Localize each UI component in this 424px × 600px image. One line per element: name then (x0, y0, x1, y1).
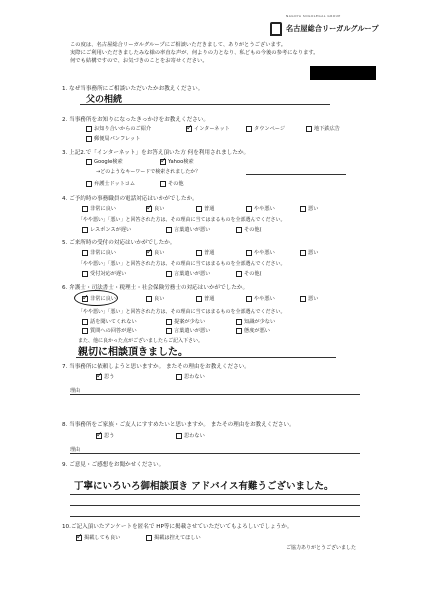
q6-reason-prompt: 「やや悪い」「悪い」と回答された方は、その理由に当てはまるものを全部選んでください。 (78, 309, 286, 315)
checkbox[interactable] (196, 250, 202, 256)
q6-reason-4[interactable]: 質問への回答が遅い (82, 327, 137, 334)
q6-option-2[interactable]: 良い (146, 295, 164, 302)
checkbox[interactable] (300, 250, 306, 256)
checkbox[interactable] (86, 181, 92, 187)
q5-option-4[interactable]: やや悪い (246, 249, 275, 256)
q6-reason-3[interactable]: 知識が少ない (236, 318, 275, 325)
q5-reason-1[interactable]: 受付対応が遅い (82, 270, 126, 277)
q5-label: 5. ご来所時の受付の対応はいかがでしたか。 (62, 240, 176, 246)
q4-reason-3[interactable]: その他( (236, 226, 262, 233)
q6-reason-5[interactable]: 言葉遣いが悪い (166, 327, 210, 334)
logo-small-text: NAGOYA SOGOLEGAL GROUP (286, 14, 341, 18)
checkbox[interactable] (82, 271, 88, 277)
checkbox[interactable] (246, 296, 252, 302)
q2-option-3[interactable]: タウンページ (246, 125, 285, 132)
q5-reason-prompt: 「やや悪い」「悪い」と回答された方は、その理由に当てはまるものを全部選んでください。 (78, 261, 286, 267)
checkbox[interactable] (300, 296, 306, 302)
q3-option-1[interactable]: Google検索 (86, 158, 123, 165)
q2-option-4[interactable]: 地下鉄広告 (306, 125, 340, 132)
thanks-text: ご協力ありがとうございました (286, 545, 357, 551)
checkbox[interactable] (246, 206, 252, 212)
checkbox[interactable] (196, 206, 202, 212)
checkbox[interactable] (246, 126, 252, 132)
q6-answer-line (76, 357, 336, 358)
redaction-block (310, 66, 376, 80)
checkbox[interactable] (176, 433, 182, 439)
q4-option-2[interactable]: ✓ 良い (146, 205, 164, 212)
q6-hand-circle (74, 290, 118, 306)
q8-reason-line (70, 453, 360, 454)
q6-other-prompt: また、他に良かった点がございましたらご記入下さい。 (78, 338, 204, 344)
q3-label: 3. 上記2.で「インターネット」をお答え頂いた方 何を利用されましたか。 (62, 150, 250, 156)
q4-reason-prompt: 「やや悪い」「悪い」と回答された方は、その理由に当てはまるものを全部選んでください。 (78, 217, 286, 223)
checkbox[interactable] (76, 535, 82, 541)
checkbox[interactable] (86, 136, 92, 142)
q2-label: 2. 当事務所をお知りになったきっかけをお教えください。 (62, 117, 209, 123)
q9-line-1 (70, 494, 360, 495)
q2-option-5[interactable]: 郵便局パンフレット (86, 135, 140, 142)
checkbox[interactable] (246, 250, 252, 256)
q5-reason-3[interactable]: その他( (236, 270, 262, 277)
checkbox[interactable] (236, 227, 242, 233)
q1-answer: 父の相続 (86, 95, 123, 105)
checkbox[interactable] (146, 250, 152, 256)
q4-option-4[interactable]: やや悪い (246, 205, 275, 212)
checkbox[interactable] (300, 206, 306, 212)
checkbox[interactable] (196, 296, 202, 302)
logo-text: 名古屋総合リーガルグループ (286, 24, 379, 33)
checkbox[interactable] (166, 328, 172, 334)
checkbox[interactable] (166, 319, 172, 325)
checkbox[interactable] (96, 433, 102, 439)
q5-option-1[interactable]: 非常に良い (82, 249, 116, 256)
q3-option-3[interactable]: 弁護士ドットコム (86, 180, 135, 187)
q2-option-2[interactable]: ✓ インターネット (186, 125, 230, 132)
checkbox[interactable] (160, 181, 166, 187)
q7-option-1[interactable]: ✓ 思う (96, 373, 114, 380)
q4-option-3[interactable]: 普通 (196, 205, 214, 212)
checkbox[interactable] (82, 328, 88, 334)
checkbox[interactable] (146, 296, 152, 302)
intro-line-1: この度は、名古屋総合リーガルグループにご相談いただきまして、ありがとうございます。 (70, 42, 287, 48)
checkbox[interactable] (236, 328, 242, 334)
q3-option-4[interactable]: その他 (160, 180, 184, 187)
checkbox[interactable] (166, 271, 172, 277)
checkbox[interactable] (82, 206, 88, 212)
checkbox[interactable] (82, 250, 88, 256)
q6-option-4[interactable]: やや悪い (246, 295, 275, 302)
q5-option-3[interactable]: 普通 (196, 249, 214, 256)
q3-keyword-prompt: →どのようなキーワードで検索されましたか？ (96, 169, 201, 175)
checkbox[interactable] (96, 374, 102, 380)
checkbox[interactable] (306, 126, 312, 132)
q6-reason-6[interactable]: 態度が悪い (236, 327, 270, 334)
q7-reason-line (70, 394, 360, 395)
q8-reason-label: 理由 (70, 447, 81, 453)
company-logo (270, 14, 379, 36)
checkbox[interactable] (146, 206, 152, 212)
q6-option-1[interactable]: ✓ 非常に良い (82, 295, 116, 302)
checkbox[interactable] (236, 319, 242, 325)
q3-option-2[interactable]: ✓ Yahoo検索 (160, 158, 194, 165)
q8-option-1[interactable]: ✓ 思う (96, 432, 114, 439)
checkbox[interactable] (186, 126, 192, 132)
q1-label: 1. なぜ当事務所にご相談いただいたかお教えください。 (62, 86, 204, 92)
q6-option-5[interactable]: 悪い (300, 295, 318, 302)
q6-option-3[interactable]: 普通 (196, 295, 214, 302)
checkbox[interactable] (86, 159, 92, 165)
q8-label: 8. 当事務所をご家族・ご友人にすすめたいと思いますか。 またその理由をお教えください。 (62, 422, 295, 428)
q10-option-2[interactable]: 掲載は控えてほしい (146, 534, 201, 541)
q4-reason-1[interactable]: レスポンスが遅い (82, 226, 131, 233)
intro-line-3: 何でも結構ですので、お気づきのことをお寄せください。 (70, 58, 208, 64)
q6-answer: 親切に相談頂きました。 (78, 347, 188, 358)
q9-line-3 (70, 516, 360, 517)
checkbox[interactable] (82, 319, 88, 325)
q4-label: 4. ご予約時の事務職員の電話対応はいかがでしたか。 (62, 196, 198, 202)
q6-label: 6. 弁護士・司法書士・税理士・社会保険労務士の対応はいかがでしたか。 (62, 285, 249, 291)
q9-answer: 丁寧にいろいろ御相談頂き アドバイス有難うございました。 (74, 481, 334, 492)
q9-line-2 (70, 505, 360, 506)
intro-line-2: 実際にご利用いただきましたみな様の率直な声が、何よりの力となり、私どもの今後の参考になります。 (70, 50, 319, 56)
checkbox[interactable] (86, 126, 92, 132)
checkbox[interactable] (160, 159, 166, 165)
q3-keyword-line (246, 174, 346, 175)
q7-label: 7. 当事務所に依頼しようと思いますか。 またその理由をお教えください。 (62, 364, 250, 370)
q8-option-2[interactable]: 思わない (176, 432, 205, 439)
checkbox[interactable] (236, 271, 242, 277)
q7-reason-label: 理由 (70, 388, 81, 394)
q10-label: 10.ご記入頂いたアンケートを匿名で HP等に掲載させていただいてもよろしいでしょうか。 (62, 524, 293, 530)
q4-option-5[interactable]: 悪い (300, 205, 318, 212)
checkbox[interactable] (176, 374, 182, 380)
q5-option-2[interactable]: ✓ 良い (146, 249, 164, 256)
q9-label: 9. ご意見・ご感想をお聞かせください。 (62, 462, 165, 468)
q2-option-1[interactable]: お知り合いからのご紹介 (86, 125, 151, 132)
q4-option-1[interactable]: 非常に良い (82, 205, 116, 212)
checkbox[interactable] (146, 535, 152, 541)
q6-reason-2[interactable]: 提案が少ない (166, 318, 205, 325)
q10-option-1[interactable]: ✓ 掲載しても良い (76, 534, 120, 541)
logo-mark-icon (270, 22, 282, 36)
q4-reason-2[interactable]: 言葉遣いが悪い (166, 226, 210, 233)
q1-answer-line (80, 104, 330, 105)
checkbox[interactable] (82, 227, 88, 233)
checkbox[interactable] (166, 227, 172, 233)
q5-reason-2[interactable]: 言葉遣いが悪い (166, 270, 210, 277)
q6-reason-1[interactable]: 話を聞いてくれない (82, 318, 137, 325)
q5-option-5[interactable]: 悪い (300, 249, 318, 256)
q7-option-2[interactable]: 思わない (176, 373, 205, 380)
